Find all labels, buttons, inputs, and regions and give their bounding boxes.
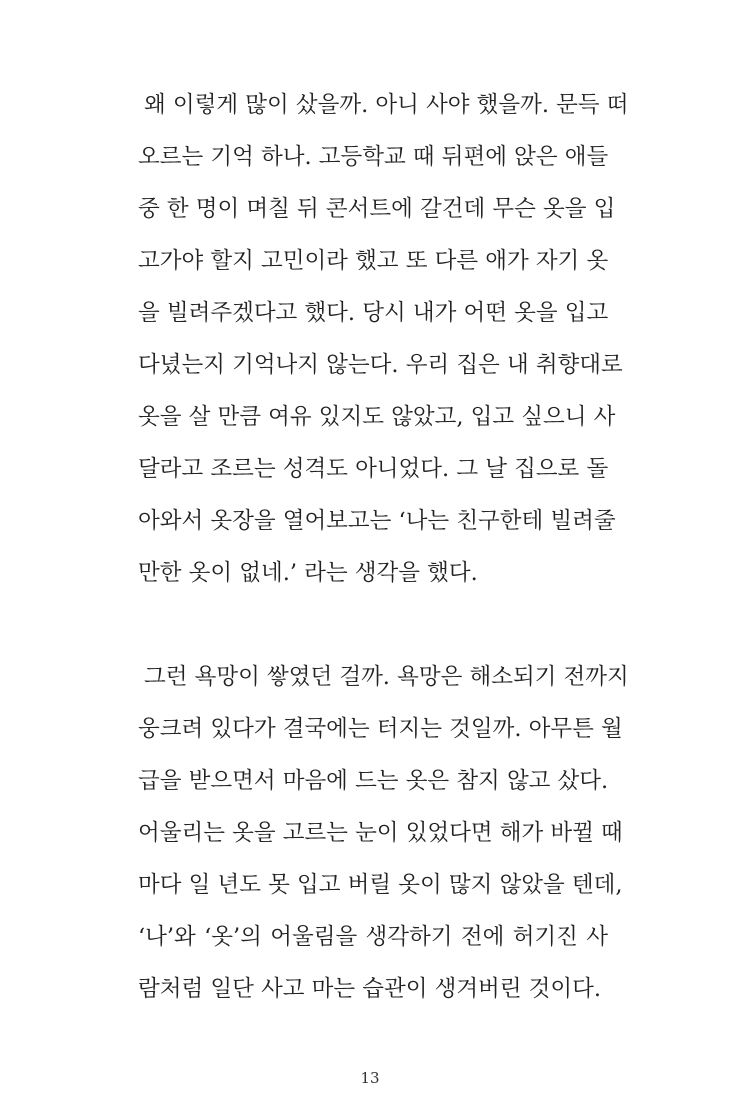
text-line: 그런 욕망이 쌓였던 걸까. 욕망은 해소되기 전까지 [144, 664, 629, 690]
text-line: 고가야 할지 고민이라 했고 또 다른 애가 자기 옷 [138, 248, 609, 274]
text-line: 급을 받으면서 마음에 드는 옷은 참지 않고 샀다. [138, 768, 609, 794]
text-line: ‘나’와 ‘옷’의 어울림을 생각하기 전에 허기진 사 [138, 924, 608, 950]
text-line: 옷을 살 만큼 여유 있지도 않았고, 입고 싶으니 사 [138, 404, 616, 430]
text-line: 달라고 조르는 성격도 아니었다. 그 날 집으로 돌 [138, 456, 609, 482]
text-line: 왜 이렇게 많이 샀을까. 아니 사야 했을까. 문득 떠 [144, 92, 629, 118]
text-line: 웅크려 있다가 결국에는 터지는 것일까. 아무튼 월 [138, 716, 623, 742]
text-line: 을 빌려주겠다고 했다. 당시 내가 어떤 옷을 입고 [138, 300, 609, 326]
text-line: 만한 옷이 없네.’ 라는 생각을 했다. [138, 560, 478, 586]
text-line: 어울리는 옷을 고르는 눈이 있었다면 해가 바뀔 때 [138, 820, 623, 846]
text-line: 람처럼 일단 사고 마는 습관이 생겨버린 것이다. [138, 976, 602, 1002]
text-line: 다녔는지 기억나지 않는다. 우리 집은 내 취향대로 [138, 352, 623, 378]
text-line: 오르는 기억 하나. 고등학교 때 뒤편에 앉은 애들 [138, 144, 609, 170]
page-number: 13 [360, 1069, 380, 1087]
text-line: 아와서 옷장을 열어보고는 ‘나는 친구한테 빌려줄 [138, 508, 616, 534]
text-line: 중 한 명이 며칠 뒤 콘서트에 갈건데 무슨 옷을 입 [138, 196, 616, 222]
text-line: 마다 일 년도 못 입고 버릴 옷이 많지 않았을 텐데, [138, 872, 623, 898]
